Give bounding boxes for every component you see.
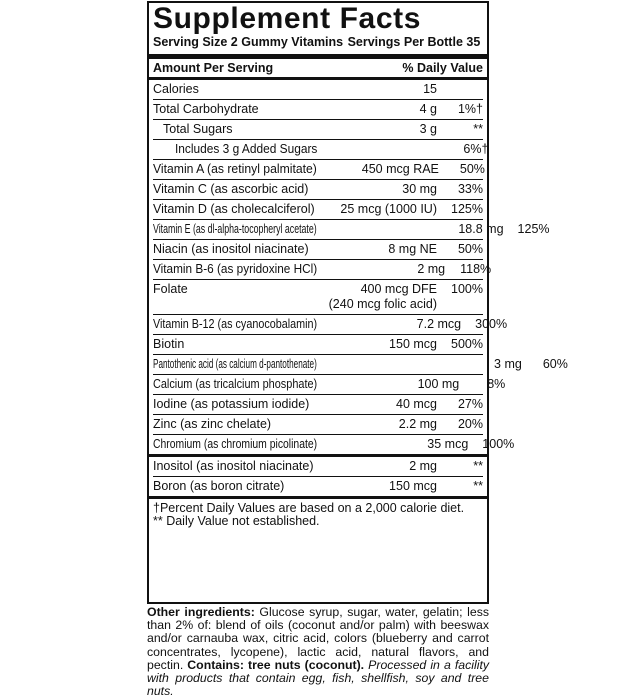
nutrient-amount: 35 mcg xyxy=(427,437,469,451)
supplement-facts-panel xyxy=(147,1,568,604)
nutrient-row-total-carbohydrate xyxy=(153,99,483,119)
nutrient-dv: 500% xyxy=(451,337,483,351)
nutrient-dv: ** xyxy=(473,459,483,473)
nutrient-row-vitamin-b12 xyxy=(153,314,508,334)
nutrient-amount: 25 mcg (1000 IU) xyxy=(340,202,437,216)
nutrient-dv: 100% xyxy=(482,437,515,451)
nutrient-name: Vitamin A (as retinyl palmitate) xyxy=(153,162,317,176)
nutrient-name: Vitamin E (as dl-alpha-tocopheryl acetate) xyxy=(153,222,317,236)
nutrient-row-chromium xyxy=(153,434,515,454)
nutrient-row-calories xyxy=(153,80,483,99)
nutrient-name: Inositol (as inositol niacinate) xyxy=(153,459,314,473)
footnotes xyxy=(153,499,483,532)
nutrient-name: Calories xyxy=(153,82,199,96)
nutrient-row-vitamin-c xyxy=(153,179,483,199)
nutrient-amount: 8 mg NE xyxy=(388,242,437,256)
nutrient-dv: 100% xyxy=(451,282,483,296)
nutrient-dv: 60% xyxy=(542,357,568,371)
nutrient-amount: 4 g xyxy=(419,102,437,116)
other-ingredients xyxy=(147,606,489,698)
nutrient-dv: 1%† xyxy=(457,102,483,116)
nutrient-amount: 15 xyxy=(423,82,437,96)
nutrient-name: Includes 3 g Added Sugars xyxy=(175,142,318,156)
nutrient-dv: 300% xyxy=(475,317,508,331)
nutrient-amount: 400 mcg DFE xyxy=(360,282,437,296)
servings-per-container: Servings Per Bottle 35 xyxy=(347,35,481,49)
nutrient-dv: 125% xyxy=(517,222,550,236)
nutrient-amount: 3 g xyxy=(419,122,437,136)
nutrient-dv: 27% xyxy=(457,397,483,411)
nutrient-row-vitamin-e xyxy=(153,219,550,239)
nutrient-row-boron xyxy=(153,476,483,496)
nutrient-row-added-sugars xyxy=(153,139,489,159)
nutrient-amount: 18.8 mg xyxy=(458,222,504,236)
nutrient-name: Pantothenic acid (as calcium d-pantothenate) xyxy=(153,357,317,371)
nutrient-dv: 50% xyxy=(459,162,485,176)
nutrient-row-vitamin-b6 xyxy=(153,259,492,279)
nutrient-row-pantothenic-acid xyxy=(153,354,568,374)
nutrient-amount: 450 mcg RAE xyxy=(361,162,439,176)
nutrient-amount: 2.2 mg xyxy=(398,417,437,431)
nutrient-name: Calcium (as tricalcium phosphate) xyxy=(153,377,318,391)
nutrient-name: Biotin xyxy=(153,337,185,351)
nutrient-dv: ** xyxy=(473,122,483,136)
table-header xyxy=(153,59,483,77)
nutrient-row-inositol xyxy=(153,457,483,476)
nutrient-dv: 6%† xyxy=(463,142,489,156)
nutrient-row-folate xyxy=(153,279,483,314)
nutrient-row-vitamin-a xyxy=(153,159,483,179)
nutrient-name: Total Carbohydrate xyxy=(153,102,259,116)
nutrient-name: Vitamin D (as cholecalciferol) xyxy=(153,202,315,216)
nutrient-amount: 150 mcg xyxy=(389,479,437,493)
nutrient-row-zinc xyxy=(153,414,483,434)
panel-title: Supplement Facts xyxy=(153,2,421,35)
amount-per-serving-header: Amount Per Serving xyxy=(153,61,274,75)
nutrient-name: Niacin (as inositol niacinate) xyxy=(153,242,309,256)
contains-allergens: Contains: tree nuts (coconut). xyxy=(187,657,365,672)
nutrient-row-iodine xyxy=(153,394,483,414)
nutrient-amount: 40 mcg xyxy=(396,397,437,411)
nutrient-dv: 33% xyxy=(457,182,483,196)
nutrient-row-niacin xyxy=(153,239,483,259)
nutrient-row-vitamin-d xyxy=(153,199,483,219)
nutrient-amount: 100 mg xyxy=(417,377,460,391)
nutrient-name: Chromium (as chromium picolinate) xyxy=(153,437,318,451)
nutrient-dv: 118% xyxy=(460,262,492,276)
nutrient-name: Vitamin B-6 (as pyridoxine HCl) xyxy=(153,262,318,276)
daily-value-header: % Daily Value xyxy=(402,61,483,75)
nutrient-amount: 2 mg xyxy=(409,459,437,473)
nutrient-name: Folate xyxy=(153,282,188,296)
footnote-daily-values: †Percent Daily Values are based on a 2,000 calorie diet. xyxy=(153,501,465,515)
nutrient-name: Boron (as boron citrate) xyxy=(153,479,285,493)
nutrient-dv: 8% xyxy=(487,377,506,391)
footnote-not-established: ** Daily Value not established. xyxy=(153,514,320,528)
nutrient-dv: ** xyxy=(473,479,483,493)
nutrient-name: Vitamin C (as ascorbic acid) xyxy=(153,182,309,196)
nutrient-name: Vitamin B-12 (as cyanocobalamin) xyxy=(153,317,318,331)
nutrient-amount: 7.2 mcg xyxy=(416,317,462,331)
nutrient-dv: 50% xyxy=(457,242,483,256)
nutrient-row-biotin xyxy=(153,334,483,354)
nutrient-amount: 30 mg xyxy=(402,182,437,196)
nutrient-row-total-sugars xyxy=(153,119,483,139)
facility-statement: Processed in a facility with products that contain egg, fish, shellfish, soy and tree nuts. xyxy=(147,657,490,698)
nutrient-name: Zinc (as zinc chelate) xyxy=(153,417,272,431)
nutrient-dv: 125% xyxy=(451,202,483,216)
nutrient-dv: 20% xyxy=(457,417,483,431)
ingredients-label: Other ingredients: xyxy=(147,605,255,619)
nutrient-amount: 2 mg xyxy=(417,262,446,276)
nutrient-name: Total Sugars xyxy=(163,122,233,136)
serving-size: Serving Size 2 Gummy Vitamins xyxy=(153,35,344,49)
nutrient-name: Iodine (as potassium iodide) xyxy=(153,397,310,411)
nutrient-amount: 150 mcg xyxy=(389,337,437,351)
nutrient-amount: 3 mg xyxy=(494,357,522,371)
nutrient-row-calcium xyxy=(153,374,506,394)
nutrient-amount-detail: (240 mcg folic acid) xyxy=(328,297,437,311)
nutrient-amount-block xyxy=(319,280,443,312)
ingredients-text: Glucose syrup, sugar, water, gelatin; less than 2% of: blend of oils (coconut and/or palm) with beeswax and/or carnauba wax, citric acid, colors (blueberry and carrot concentrates, lycopene), lactic acid, natural flavors, and pectin. xyxy=(147,605,489,672)
